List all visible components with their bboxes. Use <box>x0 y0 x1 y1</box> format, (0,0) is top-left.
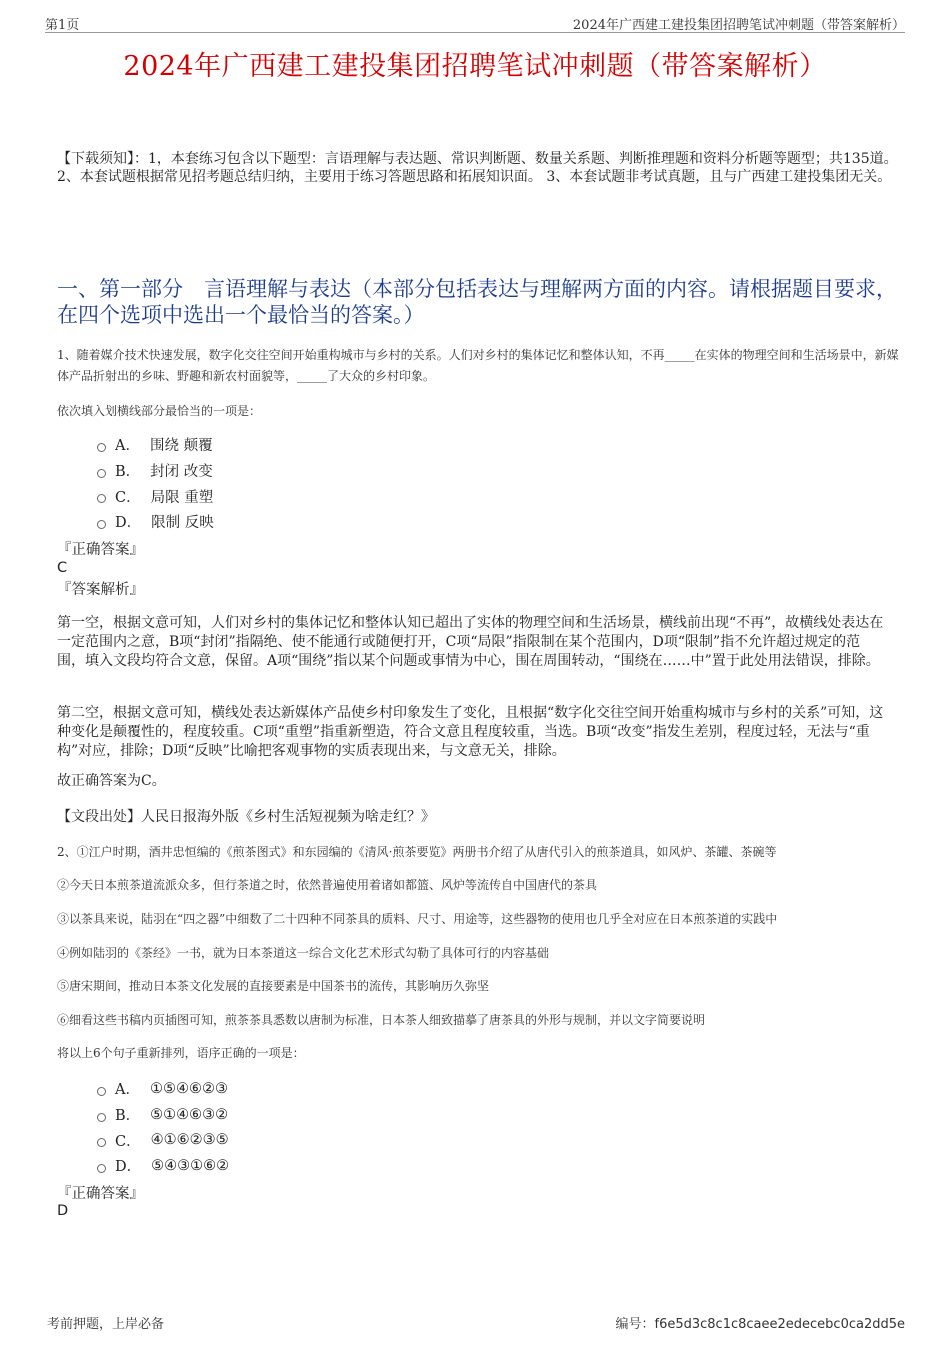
q1-blank-1: _____ <box>664 348 695 362</box>
q2-answer: D <box>57 1203 69 1219</box>
q2-answer-label: 『正确答案』 <box>57 1186 144 1202</box>
option-text: ⑤①④⑥③② <box>150 1106 229 1123</box>
option-text: ④①⑥②③⑤ <box>150 1132 229 1149</box>
q2-option-c[interactable] <box>97 1127 229 1153</box>
question-2-options <box>97 1076 229 1179</box>
option-letter: C． <box>115 489 141 506</box>
q1-text-a: 1、随着媒介技术快速发展，数字化交往空间开始重构城市与乡村的关系。人们对乡村的集体记忆和整体认知，不再 <box>57 348 665 362</box>
q2-sentence-5: ⑤唐宋期间，推动日本茶文化发展的直接要素是中国茶书的流传，其影响历久弥坚 <box>57 979 490 993</box>
q2-option-d[interactable] <box>97 1153 229 1179</box>
radio-icon[interactable] <box>97 494 106 503</box>
radio-icon[interactable] <box>97 520 106 529</box>
q1-analysis-para-1: 第一空，根据文意可知，人们对乡村的集体记忆和整体认知已超出了实体的物理空间和生活场景，横线前出现“不再”，故横线处表达在一定范围内之意，B项“封闭”指隔绝、使不能通行或随便打开，C项“局限”指限制在某个范围内，D项“限制”指不允许超过规定的范围，填入文段均符合文意，保留。A项“围绕”指以某个问题或事情为中心，围在周围转动，“围绕在……中”置于此处用法错误，排除。 <box>57 615 884 669</box>
section-heading: 一、第一部分 言语理解与表达（本部分包括表达与理解两方面的内容。请根据题目要求，在四个选项中选出一个最恰当的答案。） <box>57 277 897 327</box>
document-title: 2024年广西建工建投集团招聘笔试冲刺题（带答案解析） <box>123 51 827 82</box>
q2-sentence-2: ②今天日本煎茶道流派众多，但行茶道之时，依然普遍使用着诸如都篮、风炉等流传自中国唐代的茶具 <box>57 878 598 892</box>
page-header <box>45 14 905 33</box>
q1-answer: C <box>57 560 68 576</box>
option-letter: D． <box>115 1159 142 1176</box>
q2-sentence-6: ⑥细看这些书稿内页插图可知，煎茶茶具悉数以唐制为标准，日本茶人细致描摹了唐茶具的外形与规制，并以文字简要说明 <box>57 1013 706 1027</box>
download-notice: 【下载须知】：1，本套练习包含以下题型：言语理解与表达题、常识判断题、数量关系题、判断推理题和资料分析题等题型；共135道。 2、本套试题根据常见招考题总结归纳，主要用于练习答题思路和拓展知识面。 3、本套试题非考试真题，且与广西建工建投集团无关。 <box>57 151 898 185</box>
q1-option-a[interactable] <box>97 432 214 458</box>
radio-icon[interactable] <box>97 443 106 452</box>
option-letter: D． <box>115 515 142 532</box>
q1-analysis-conclusion: 故正确答案为C。 <box>57 773 166 789</box>
question-1-options <box>97 432 214 535</box>
question-2-prompt: 将以上6个句子重新排列，语序正确的一项是： <box>57 1046 305 1060</box>
page-number: 第1页 <box>45 18 80 33</box>
radio-icon[interactable] <box>97 469 106 478</box>
question-1-prompt: 依次填入划横线部分最恰当的一项是： <box>57 404 262 418</box>
radio-icon[interactable] <box>97 1087 106 1096</box>
option-letter: A． <box>115 438 140 455</box>
q1-option-d[interactable] <box>97 509 214 535</box>
q1-option-b[interactable] <box>97 458 214 484</box>
option-text: ①⑤④⑥②③ <box>149 1080 228 1097</box>
question-1-text <box>57 345 899 387</box>
option-text: ⑤④③①⑥② <box>151 1157 230 1174</box>
option-letter: B． <box>115 1108 141 1125</box>
option-text: 局限 重塑 <box>150 489 214 506</box>
q1-analysis-para-2: 第二空，根据文意可知，横线处表达新媒体产品使乡村印象发生了变化，且根据“数字化交往空间开始重构城市与乡村的关系”可知，这种变化是颠覆性的，程度较重。C项“重塑”指重新塑造，符合文意且程度较重，当选。B项“改变”指发生差别，程度过轻，无法与“重构”对应，排除；D项“反映”比喻把客观事物的实质表现出来，与文意无关，排除。 <box>57 705 884 759</box>
option-letter: C． <box>115 1133 141 1150</box>
option-letter: A． <box>115 1082 140 1099</box>
q1-answer-label: 『正确答案』 <box>57 542 144 558</box>
q2-sentence-4: ④例如陆羽的《茶经》一书，就为日本茶道这一综合文化艺术形式勾勒了具体可行的内容基础 <box>57 946 550 960</box>
footer-code <box>615 1313 905 1332</box>
q1-analysis-label: 『答案解析』 <box>57 582 144 598</box>
footer-slogan: 考前押题，上岸必备 <box>47 1317 165 1332</box>
option-text: 围绕 颠覆 <box>149 438 213 455</box>
footer-code-value: f6e5d3c8c1c8caee2edecebc0ca2dd5e <box>654 1317 905 1332</box>
radio-icon[interactable] <box>97 1138 106 1147</box>
option-letter: B． <box>115 464 141 481</box>
q1-option-c[interactable] <box>97 483 214 509</box>
q1-text-b: 在实体的物理空间和生活场景中，新媒体产品折射出的乡味、野趣和新农村面貌等， <box>57 348 899 383</box>
q1-blank-2: _____ <box>297 369 328 383</box>
q2-option-b[interactable] <box>97 1102 229 1128</box>
q1-text-c: 了大众的乡村印象。 <box>327 369 436 383</box>
option-text: 封闭 改变 <box>150 464 213 481</box>
q2-sentence-3: ③以茶具来说，陆羽在“四之器”中细数了二十四种不同茶具的质料、尺寸、用途等，这些器物的使用也几乎全对应在日本煎茶道的实践中 <box>57 912 778 926</box>
radio-icon[interactable] <box>97 1113 106 1122</box>
q2-option-a[interactable] <box>97 1076 229 1102</box>
q2-sentence-1: 2、①江户时期，酒井忠恒编的《煎茶图式》和东园编的《清风·煎茶要览》两册书介绍了从唐代引入的煎茶道具，如风炉、茶罐、茶碗等 <box>57 845 777 859</box>
option-text: 限制 反映 <box>151 515 214 532</box>
radio-icon[interactable] <box>97 1164 106 1173</box>
q1-source: 【文段出处】人民日报海外版《乡村生活短视频为啥走红？》 <box>57 809 435 825</box>
footer-code-label: 编号： <box>615 1317 655 1332</box>
header-doc-title: 2024年广西建工建投集团招聘笔试冲刺题（带答案解析） <box>572 18 905 33</box>
